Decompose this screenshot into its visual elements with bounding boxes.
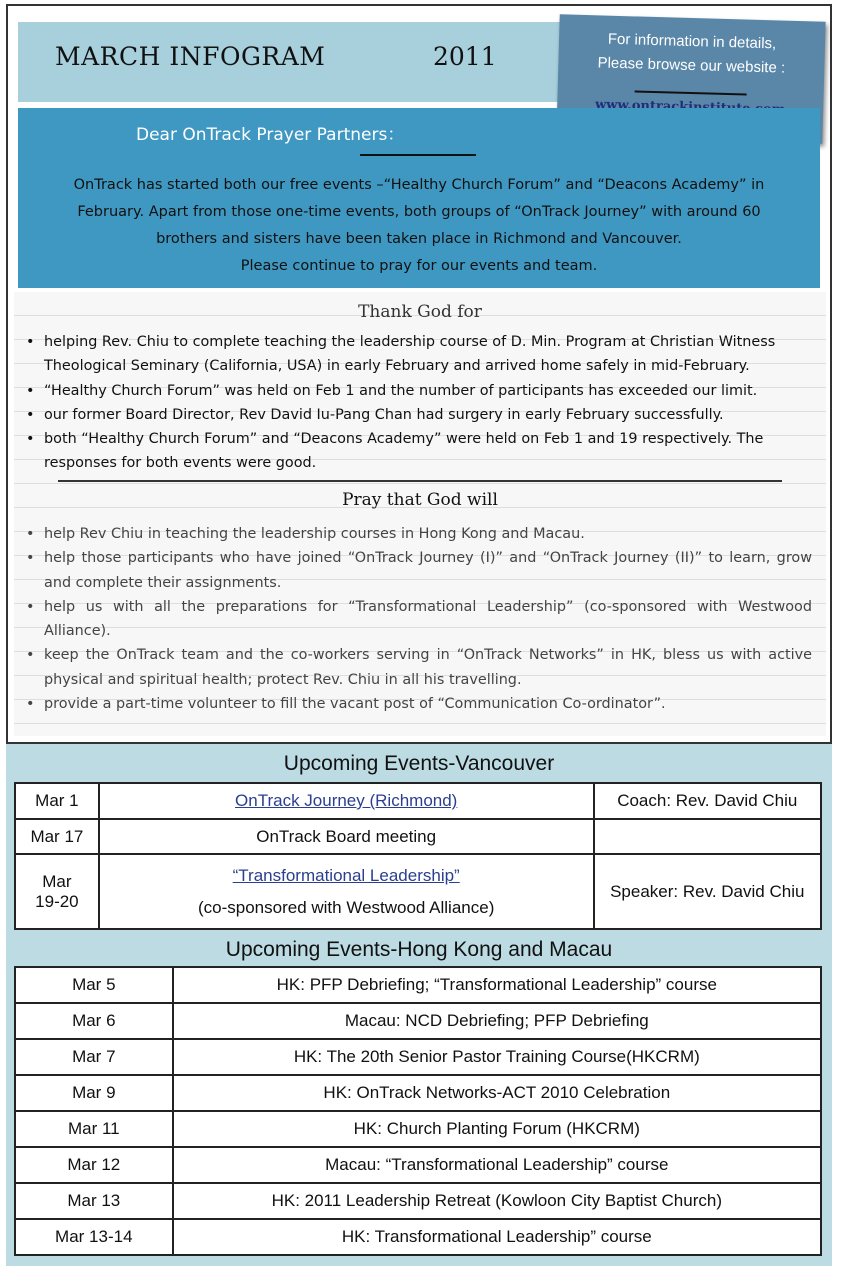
event-sponsor-note: (co-sponsored with Westwood Alliance) xyxy=(197,897,495,917)
thank-item: • helping Rev. Chiu to complete teaching the leadership course of D. Min. Program at Christian Witness Theological Seminary (California, USA) in early February and arrived home safely in mid-February. xyxy=(22,330,812,379)
pray-item: • help those participants who have joined “OnTrack Journey (I)” and “OnTrack Journey (II)” to learn, grow and complete their assignments. xyxy=(22,546,812,595)
event-date: Mar 1 xyxy=(15,783,99,819)
event-date: Mar 7 xyxy=(15,1039,173,1075)
event-note: Coach: Rev. David Chiu xyxy=(594,783,821,819)
info-text-line-1: For information in details, xyxy=(607,30,777,53)
hk-macau-events-heading: Upcoming Events-Hong Kong and Macau xyxy=(225,938,613,961)
event-date: Mar 17 xyxy=(15,819,99,854)
event-date: Mar 6 xyxy=(15,1003,173,1039)
event-note: Speaker: Rev. David Chiu xyxy=(594,854,821,929)
thank-item: • our former Board Director, Rev David Iu-Pang Chan had surgery in early February successfully. xyxy=(22,403,812,427)
event-name: OnTrack Board meeting xyxy=(99,819,594,854)
salutation: Dear OnTrack Prayer Partners： xyxy=(136,125,405,145)
table-row xyxy=(15,1075,821,1111)
event-date: Mar 11 xyxy=(15,1111,173,1147)
pray-item: • help us with all the preparations for “Transformational Leadership” (co-sponsored with Westwood Alliance). xyxy=(22,595,812,644)
event-name: HK: PFP Debriefing; “Transformational Leadership” course xyxy=(173,967,821,1003)
event-name: HK: Transformational Leadership” course xyxy=(173,1219,821,1255)
event-link[interactable]: OnTrack Journey (Richmond) xyxy=(235,791,458,810)
pray-list xyxy=(22,522,812,716)
table-row xyxy=(15,1219,821,1255)
thank-list xyxy=(22,330,812,476)
table-row xyxy=(15,1039,821,1075)
intro-line: OnTrack has started both our free events –“Healthy Church Forum” and “Deacons Academy” in xyxy=(73,177,765,193)
table-row xyxy=(15,1111,821,1147)
event-date xyxy=(15,854,99,929)
event-name xyxy=(99,783,594,819)
event-date: Mar 12 xyxy=(15,1147,173,1183)
table-row xyxy=(15,967,821,1003)
salutation-divider xyxy=(360,154,476,156)
intro-text xyxy=(18,172,820,280)
intro-line: brothers and sisters have been taken place in Richmond and Vancouver. xyxy=(156,231,682,247)
event-name: HK: 2011 Leadership Retreat (Kowloon City Baptist Church) xyxy=(173,1183,821,1219)
pray-item: • provide a part-time volunteer to fill the vacant post of “Communication Co-ordinator”. xyxy=(22,692,812,716)
event-date: Mar 9 xyxy=(15,1075,173,1111)
events-panel xyxy=(6,742,832,1266)
thank-item: • both “Healthy Church Forum” and “Deacons Academy” were held on Feb 1 and 19 respectively. The responses for both events were good. xyxy=(22,427,812,476)
event-link[interactable]: “Transformational Leadership” xyxy=(232,865,460,885)
pray-heading: Pray that God will xyxy=(342,490,498,510)
title-year: 2011 xyxy=(433,42,497,71)
event-name xyxy=(99,854,594,929)
table-row xyxy=(15,783,821,819)
info-divider xyxy=(635,90,747,95)
intro-line: February. Apart from those one-time events, both groups of “OnTrack Journey” with around 60 xyxy=(77,204,761,220)
thank-heading: Thank God for xyxy=(358,302,482,322)
event-date: Mar 13 xyxy=(15,1183,173,1219)
table-row xyxy=(15,819,821,854)
event-name: Macau: NCD Debriefing; PFP Debriefing xyxy=(173,1003,821,1039)
table-row xyxy=(15,1147,821,1183)
intro-line: Please continue to pray for our events and team. xyxy=(240,258,598,274)
event-name: HK: Church Planting Forum (HKCRM) xyxy=(173,1111,821,1147)
intro-panel xyxy=(18,108,820,288)
table-row xyxy=(15,854,821,929)
event-note xyxy=(594,819,821,854)
pray-item: • help Rev Chiu in teaching the leadership courses in Hong Kong and Macau. xyxy=(22,522,812,546)
event-name: HK: The 20th Senior Pastor Training Course(HKCRM) xyxy=(173,1039,821,1075)
vancouver-events-table xyxy=(14,782,822,930)
table-row xyxy=(15,1003,821,1039)
table-row xyxy=(15,1183,821,1219)
event-date-month: Mar xyxy=(42,871,72,891)
section-divider xyxy=(58,480,782,482)
event-name: Macau: “Transformational Leadership” course xyxy=(173,1147,821,1183)
event-date: Mar 5 xyxy=(15,967,173,1003)
event-name: HK: OnTrack Networks-ACT 2010 Celebration xyxy=(173,1075,821,1111)
vancouver-events-heading: Upcoming Events-Vancouver xyxy=(283,752,555,775)
hk-macau-events-table xyxy=(14,966,822,1256)
thank-item: • “Healthy Church Forum” was held on Feb 1 and the number of participants has exceeded our limit. xyxy=(22,379,812,403)
pray-item: • keep the OnTrack team and the co-workers serving in “OnTrack Networks” in HK, bless us with active physical and spiritual health; protect Rev. Chiu in all his travelling. xyxy=(22,643,812,692)
event-date: Mar 13-14 xyxy=(15,1219,173,1255)
prayer-notes-paper xyxy=(14,292,826,736)
event-date-days: 19-20 xyxy=(35,891,79,911)
page-title: MARCH INFOGRAM xyxy=(55,42,326,71)
info-text-line-2: Please browse our website : xyxy=(597,54,786,77)
